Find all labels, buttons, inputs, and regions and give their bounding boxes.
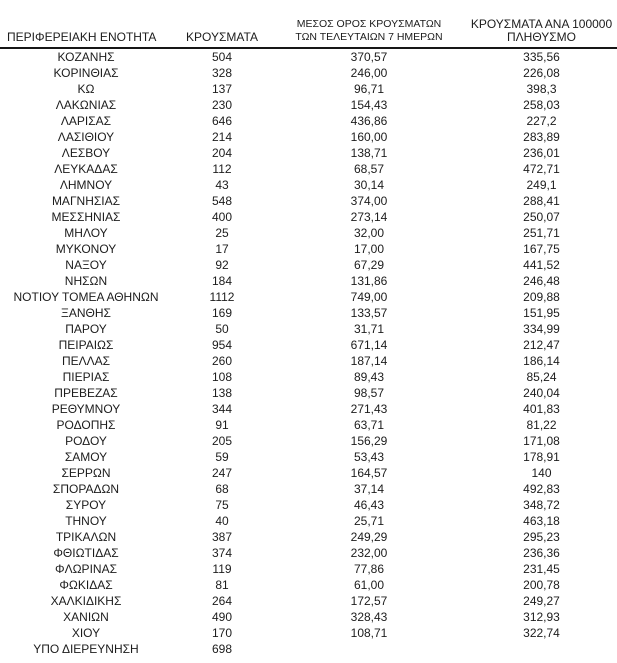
table-row [0, 497, 617, 513]
cell-cases: 40 [215, 514, 229, 528]
cell-avg_7day: 160,00 [350, 130, 388, 144]
cell-per_100k: 283,89 [523, 130, 560, 144]
table-row [0, 145, 617, 161]
cell-region: ΚΩ [77, 82, 95, 96]
cell-cases: 214 [211, 130, 233, 144]
cell-region: ΛΑΡΙΣΑΣ [60, 114, 112, 128]
cell-cases: 137 [211, 82, 233, 96]
cell-region: ΦΛΩΡΙΝΑΣ [55, 562, 117, 576]
cell-avg_7day: 156,29 [350, 434, 388, 448]
cell-cases: 1112 [209, 290, 235, 304]
cell-per_100k: 227,2 [526, 114, 557, 128]
cell-avg_7day: 108,71 [350, 626, 388, 640]
cell-avg_7day: 63,71 [353, 418, 385, 432]
cell-avg_7day: 98,57 [353, 386, 385, 400]
cell-cases: 17 [215, 242, 229, 256]
table-row [0, 305, 617, 321]
cell-cases: 264 [211, 594, 233, 608]
cell-region: ΛΑΚΩΝΙΑΣ [55, 98, 117, 112]
table-row [0, 641, 617, 657]
cell-per_100k: 186,14 [523, 354, 560, 368]
cell-per_100k: 178,91 [523, 450, 560, 464]
column-header-region [0, 0, 172, 48]
cell-region: ΜΕΣΣΗΝΙΑΣ [51, 210, 121, 224]
table-row [0, 545, 617, 561]
cell-per_100k: 246,48 [523, 274, 560, 288]
cell-avg_7day: 187,14 [350, 354, 388, 368]
cell-cases: 400 [211, 210, 233, 224]
cell-per_100k: 250,07 [523, 210, 560, 224]
cell-region: ΠΙΕΡΙΑΣ [62, 370, 110, 384]
cell-cases: 230 [211, 98, 233, 112]
cell-region: ΦΘΙΩΤΙΔΑΣ [53, 546, 119, 560]
cell-cases: 112 [212, 162, 232, 176]
table-row [0, 449, 617, 465]
cell-cases: 169 [211, 306, 233, 320]
cell-cases: 490 [211, 610, 233, 624]
cell-per_100k: 236,01 [523, 146, 560, 160]
cell-cases: 91 [215, 418, 229, 432]
column-header-per-100k [466, 0, 617, 48]
cell-per_100k: 398,3 [526, 82, 557, 96]
cell-cases: 374 [211, 546, 233, 560]
cell-per_100k: 472,71 [523, 162, 560, 176]
cell-cases: 184 [211, 274, 233, 288]
table-row [0, 577, 617, 593]
cell-per_100k: 151,95 [523, 306, 560, 320]
cell-region: ΛΗΜΝΟΥ [59, 178, 113, 192]
cell-cases: 119 [212, 562, 232, 576]
cell-avg_7day: 671,14 [350, 338, 388, 352]
table-row [0, 241, 617, 257]
cell-region: ΡΕΘΥΜΝΟΥ [51, 402, 121, 416]
cell-region: ΡΟΔΟΠΗΣ [56, 418, 116, 432]
cell-cases: 387 [211, 530, 233, 544]
cell-region: ΤΡΙΚΑΛΩΝ [55, 530, 117, 544]
cell-cases: 344 [211, 402, 233, 416]
cell-region: ΣΑΜΟΥ [64, 450, 108, 464]
cell-per_100k: 249,27 [523, 594, 560, 608]
table-row [0, 337, 617, 353]
cell-avg_7day: 89,43 [353, 370, 385, 384]
table-row [0, 177, 617, 193]
cell-avg_7day: 374,00 [350, 194, 388, 208]
cell-avg_7day: 138,71 [350, 146, 388, 160]
cell-cases: 247 [211, 466, 233, 480]
cell-avg_7day: 17,00 [353, 242, 385, 256]
cell-region: ΠΑΡΟΥ [65, 322, 107, 336]
cell-avg_7day: 30,14 [353, 178, 385, 192]
cell-avg_7day: 37,14 [353, 482, 385, 496]
cell-per_100k: 236,36 [523, 546, 560, 560]
table-row [0, 433, 617, 449]
column-header-per-100k-line1: ΚΡΟΥΣΜΑΤΑ ΑΝΑ 100000 [470, 17, 613, 31]
table-row [0, 81, 617, 97]
cell-region: ΧΙΟΥ [71, 626, 101, 640]
table-row [0, 385, 617, 401]
cell-avg_7day: 271,43 [350, 402, 388, 416]
cell-per_100k: 240,04 [523, 386, 560, 400]
cell-avg_7day: 68,57 [353, 162, 385, 176]
cell-per_100k: 288,41 [523, 194, 560, 208]
cell-per_100k: 492,83 [523, 482, 560, 496]
cell-cases: 68 [215, 482, 229, 496]
table-row [0, 193, 617, 209]
cell-region: ΜΑΓΝΗΣΙΑΣ [51, 194, 121, 208]
cell-per_100k: 312,93 [523, 610, 560, 624]
column-header-avg-7day-line1: ΜΕΣΟΣ ΟΡΟΣ ΚΡΟΥΣΜΑΤΩΝ [296, 18, 442, 30]
cell-avg_7day: 131,86 [350, 274, 388, 288]
table-row [0, 593, 617, 609]
cell-region: ΧΑΝΙΩΝ [63, 610, 109, 624]
cell-cases: 204 [211, 146, 233, 160]
cell-per_100k: 231,45 [523, 562, 560, 576]
table-row [0, 513, 617, 529]
cell-avg_7day: 53,43 [353, 450, 385, 464]
cell-avg_7day: 96,71 [353, 82, 385, 96]
cell-region: ΝΑΞΟΥ [65, 258, 107, 272]
table-row [0, 257, 617, 273]
cell-cases: 43 [215, 178, 229, 192]
table-row [0, 209, 617, 225]
table-row [0, 625, 617, 641]
cell-region: ΠΡΕΒΕΖΑΣ [54, 386, 118, 400]
cell-avg_7day: 232,00 [350, 546, 388, 560]
cell-per_100k: 334,99 [523, 322, 560, 336]
column-header-cases [172, 0, 272, 48]
cell-region: ΦΩΚΙΔΑΣ [59, 578, 113, 592]
cell-region: ΞΑΝΘΗΣ [61, 306, 111, 320]
cell-avg_7day: 370,57 [350, 50, 388, 64]
table-row [0, 161, 617, 177]
cell-per_100k: 401,83 [523, 402, 560, 416]
cell-per_100k: 85,24 [526, 370, 557, 384]
table-row [0, 273, 617, 289]
cell-cases: 260 [211, 354, 233, 368]
cell-avg_7day: 31,71 [353, 322, 385, 336]
cell-cases: 50 [215, 322, 229, 336]
cell-cases: 81 [215, 578, 229, 592]
cell-cases: 138 [211, 386, 233, 400]
cell-avg_7day: 77,86 [353, 562, 385, 576]
cell-avg_7day: 436,86 [350, 114, 388, 128]
cell-avg_7day: 46,43 [353, 498, 385, 512]
cell-per_100k: 249,1 [526, 178, 557, 192]
cell-region: ΛΕΥΚΑΔΑΣ [54, 162, 118, 176]
column-header-avg-7day [272, 0, 466, 48]
cell-cases: 75 [215, 498, 229, 512]
cell-avg_7day: 164,57 [350, 466, 388, 480]
cell-avg_7day: 154,43 [350, 98, 388, 112]
cell-region: ΣΕΡΡΩΝ [61, 466, 111, 480]
cell-cases: 698 [211, 642, 233, 656]
cell-per_100k: 258,03 [523, 98, 560, 112]
table-row [0, 561, 617, 577]
table-row [0, 529, 617, 545]
table-row [0, 97, 617, 113]
table-row [0, 321, 617, 337]
cell-per_100k: 251,71 [523, 226, 560, 240]
cell-avg_7day: 172,57 [350, 594, 388, 608]
cell-per_100k: 348,72 [523, 498, 560, 512]
table-row [0, 129, 617, 145]
cell-cases: 205 [211, 434, 233, 448]
cell-per_100k: 167,75 [523, 242, 560, 256]
cell-per_100k: 335,56 [523, 50, 560, 64]
cell-cases: 954 [211, 338, 233, 352]
cell-per_100k: 295,23 [523, 530, 560, 544]
cell-region: ΝΗΣΩΝ [64, 274, 108, 288]
cell-avg_7day [272, 641, 466, 657]
cell-region: ΠΕΙΡΑΙΩΣ [58, 338, 114, 352]
cell-region: ΛΑΣΙΘΙΟΥ [57, 130, 115, 144]
cell-region: ΝΟΤΙΟΥ ΤΟΜΕΑ ΑΘΗΝΩΝ [13, 290, 159, 304]
cell-region: ΧΑΛΚΙΔΙΚΗΣ [50, 594, 122, 608]
table-row [0, 225, 617, 241]
cell-cases: 170 [211, 626, 233, 640]
cell-per_100k: 209,88 [523, 290, 560, 304]
column-header-avg-7day-line2: ΤΩΝ ΤΕΛΕΥΤΑΙΩΝ 7 ΗΜΕΡΩΝ [295, 31, 443, 43]
table-row [0, 65, 617, 81]
cell-region: ΜΥΚΟΝΟΥ [55, 242, 117, 256]
table-row [0, 481, 617, 497]
cell-region: ΥΠΟ ΔΙΕΡΕΥΝΗΣΗ [33, 642, 139, 656]
cell-region: ΣΠΟΡΑΔΩΝ [52, 482, 120, 496]
cell-avg_7day: 749,00 [350, 290, 388, 304]
cell-region: ΣΥΡΟΥ [65, 498, 107, 512]
table-row [0, 417, 617, 433]
cell-cases: 59 [215, 450, 229, 464]
cell-cases: 646 [211, 114, 233, 128]
cell-region: ΛΕΣΒΟΥ [61, 146, 111, 160]
table-row [0, 113, 617, 129]
cell-cases: 92 [215, 258, 229, 272]
cell-avg_7day: 67,29 [353, 258, 385, 272]
cell-per_100k: 322,74 [523, 626, 560, 640]
column-header-per-100k-line2: ΠΛΗΘΥΣΜΟ [506, 30, 577, 44]
cell-cases: 25 [215, 226, 229, 240]
column-header-cases-label: ΚΡΟΥΣΜΑΤΑ [186, 30, 258, 44]
column-header-region-label: ΠΕΡΙΦΕΡΕΙΑΚΗ ΕΝΟΤΗΤΑ [7, 30, 157, 44]
cell-cases: 504 [211, 50, 233, 64]
cell-avg_7day: 249,29 [350, 530, 388, 544]
cell-avg_7day: 273,14 [350, 210, 388, 224]
cell-cases: 328 [211, 66, 233, 80]
table-body [0, 48, 617, 657]
cell-region: ΚΟΡΙΝΘΙΑΣ [53, 66, 119, 80]
cell-per_100k: 226,08 [523, 66, 560, 80]
cell-region: ΚΟΖΑΝΗΣ [57, 50, 115, 64]
cell-per_100k: 81,22 [526, 418, 557, 432]
cell-avg_7day: 328,43 [350, 610, 388, 624]
cell-avg_7day: 133,57 [350, 306, 388, 320]
cell-region: ΜΗΛΟΥ [64, 226, 108, 240]
table-row [0, 353, 617, 369]
cell-per_100k: 441,52 [523, 258, 560, 272]
cell-region: ΠΕΛΛΑΣ [61, 354, 111, 368]
cell-per_100k: 171,08 [523, 434, 560, 448]
cell-region: ΡΟΔΟΥ [65, 434, 107, 448]
cell-cases: 548 [211, 194, 233, 208]
cell-cases: 108 [211, 370, 233, 384]
cell-per_100k: 140 [531, 466, 552, 480]
table-row [0, 609, 617, 625]
cell-per_100k [466, 641, 617, 657]
table-row [0, 465, 617, 481]
table-header [0, 0, 617, 48]
cell-per_100k: 200,78 [523, 578, 560, 592]
table-row [0, 401, 617, 417]
header-row [0, 0, 617, 48]
cell-avg_7day: 32,00 [353, 226, 385, 240]
table-row [0, 48, 617, 65]
table-row [0, 369, 617, 385]
cell-per_100k: 212,47 [523, 338, 560, 352]
cell-per_100k: 463,18 [523, 514, 560, 528]
cell-avg_7day: 25,71 [353, 514, 385, 528]
cell-region: ΤΗΝΟΥ [65, 514, 107, 528]
cell-avg_7day: 61,00 [353, 578, 385, 592]
cell-avg_7day: 246,00 [350, 66, 388, 80]
table-row [0, 289, 617, 305]
